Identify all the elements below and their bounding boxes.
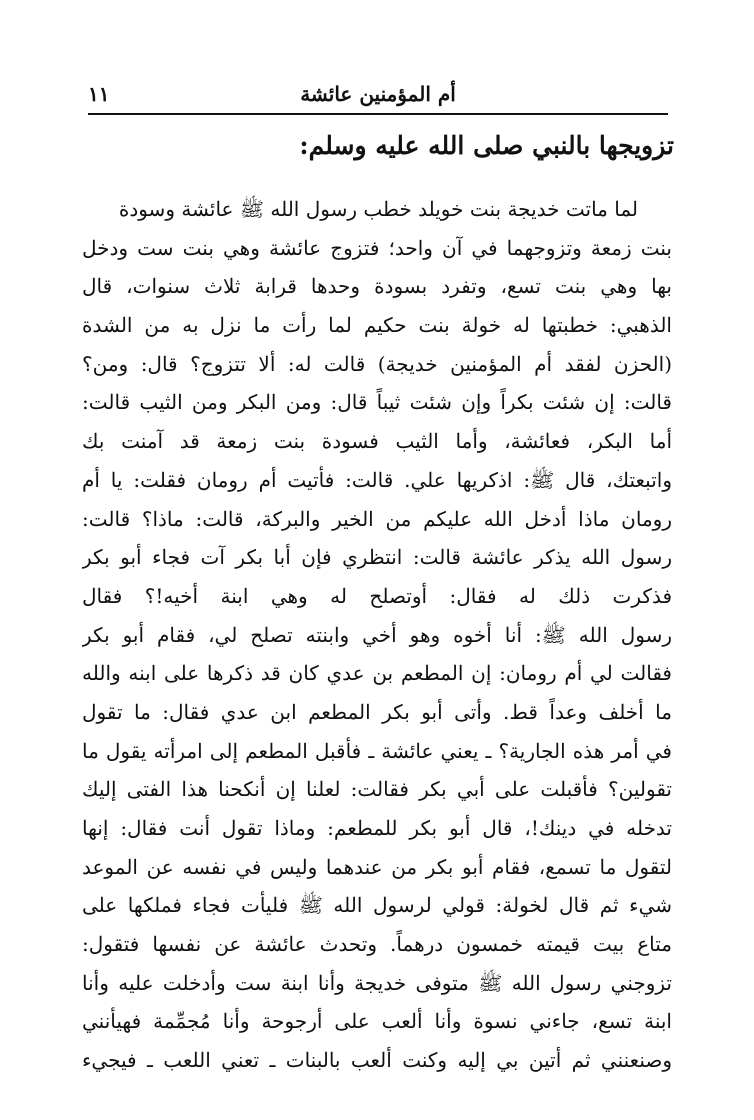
text-line: (الحزن لفقد أم المؤمنين خديجة) قالت له: ألا تتزوج؟ قال: ومن؟ (82, 351, 672, 376)
text-line: بها وهي بنت تسع، وتفرد بسودة وحدها قرابة ثلاث سنوات، قال (82, 274, 672, 299)
text-line: الذهبي: خطبتها له خولة بنت حكيم لما رأت ما نزل به من الشدة (82, 313, 672, 338)
text-line: تزوجني رسول الله ﷺ متوفى خديجة وأنا ابنة ست وأدخلت عليه وأنا (82, 970, 672, 995)
text-line: شيء ثم قال لخولة: قولي لرسول الله ﷺ فليأت فجاء فملكها على (82, 893, 672, 918)
text-line: تقولين؟ فأقبلت على أبي بكر فقالت: لعلنا إن أنكحنا هذا الفتى إليك (82, 777, 672, 802)
text-line: رسول الله يذكر عائشة قالت: انتظري فإن أبا بكر آت فجاء أبو بكر (82, 545, 672, 570)
text-line: لما ماتت خديجة بنت خويلد خطب رسول الله ﷺ عائشة وسودة (118, 197, 638, 221)
text-line: ابنة تسع، جاءني نسوة وأنا ألعب على أرجوحة وأنا مُجمِّمة فهيأنني (82, 1009, 672, 1034)
text-line: في أمر هذه الجارية؟ ـ يعني عائشة ـ فأقبل المطعم إلى امرأته يقول ما (82, 738, 672, 763)
text-line: وصنعنني ثم أتين بي إليه وكنت ألعب بالبنات ـ تعني اللعب ـ فيجيء (82, 1048, 672, 1073)
text-line: ما أخلف وعداً قط. وأتى أبو بكر المطعم ابن عدي فقال: ما تقول (82, 699, 672, 724)
text-line: واتبعتك، قال ﷺ: اذكريها علي. قالت: فأتيت أم رومان فقلت: يا أم (82, 467, 672, 492)
text-line: لتقول ما تسمع، فقام أبو بكر من عندهما وليس في نفسه عن الموعد (82, 854, 672, 879)
running-header (88, 80, 668, 110)
text-line: متاع بيت قيمته خمسون درهماً. وتحدث عائشة عن نفسها فتقول: (82, 932, 672, 957)
text-line: رسول الله ﷺ: أنا أخوه وهو أخي وابنته تصلح لي، فقام أبو بكر (82, 622, 672, 647)
text-line: قالت: إن شئت بكراً وإن شئت ثيباً قال: ومن البكر ومن الثيب قالت: (82, 390, 672, 415)
body-text (82, 190, 672, 1080)
text-line: أما البكر، فعائشة، وأما الثيب فسودة بنت زمعة قد آمنت بك (82, 429, 672, 454)
text-line: بنت زمعة وتزوجهما في آن واحد؛ فتزوج عائشة وهي بنت ست ودخل (82, 235, 672, 260)
text-line: فقالت لي أم رومان: إن المطعم بن عدي كان قد ذكرها على ابنه والله (82, 661, 672, 686)
page-number: ١١ (88, 82, 110, 106)
header-divider (88, 113, 668, 115)
text-line: رومان ماذا أدخل الله عليكم من الخير والبركة، قالت: ماذا؟ قالت: (82, 506, 672, 531)
header-title: أم المؤمنين عائشة (300, 82, 456, 106)
text-line: فذكرت ذلك له فقال: أوتصلح له وهي ابنة أخيه!؟ فقال (82, 583, 672, 608)
text-line: تدخله في دينك!، قال أبو بكر للمطعم: وماذا تقول أنت فقال: إنها (82, 816, 672, 840)
section-heading: تزويجها بالنبي صلى الله عليه وسلم: (299, 131, 674, 160)
